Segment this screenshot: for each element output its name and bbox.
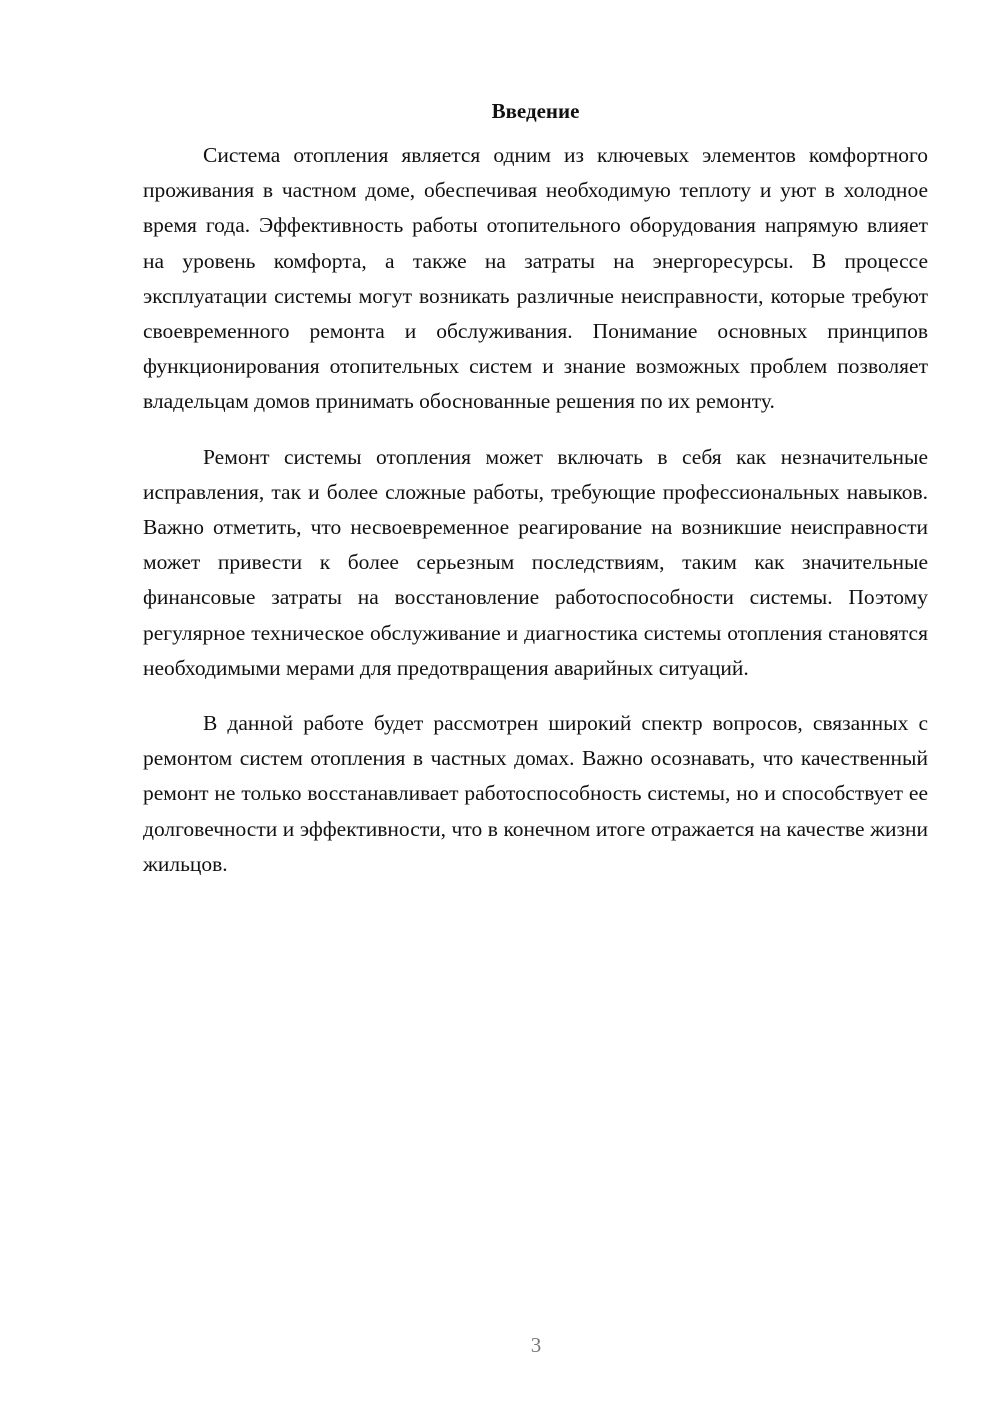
paragraph-3: В данной работе будет рассмотрен широкий спектр вопросов, связанных с ремонтом систем отопления в частных домах. Важно осознавать, что качественный ремонт не только восстанавливает работоспособность системы, но и способствует ее долговечности и эффективности, что в конечном итоге отражается на качестве жизни жильцов. [143, 711, 928, 876]
page-number: 3 [530, 1333, 542, 1357]
section-title: Введение [491, 99, 580, 123]
paragraph-1: Система отопления является одним из ключевых элементов комфортного проживания в частном доме, обеспечивая необходимую теплоту и уют в холодное время года. Эффективность работы отопительного оборудования напрямую влияет на уровень комфорта, а также на затраты на энергоресурсы. В процессе эксплуатации системы могут возникать различные неисправности, которые требуют своевременного ремонта и обслуживания. Понимание основных принципов функционирования отопительных систем и знание возможных проблем позволяет владельцам домов принимать обоснованные решения по их ремонту. [143, 143, 928, 414]
paragraph-2: Ремонт системы отопления может включать в себя как незначительные исправления, так и более сложные работы, требующие профессиональных навыков. Важно отметить, что несвоевременное реагирование на возникшие неисправности может привести к более серьезным последствиям, таким как значительные финансовые затраты на восстановление работоспособности системы. Поэтому регулярное техническое обслуживание и диагностика системы отопления становятся необходимыми мерами для предотвращения аварийных ситуаций. [143, 444, 928, 680]
document-body [143, 96, 928, 882]
